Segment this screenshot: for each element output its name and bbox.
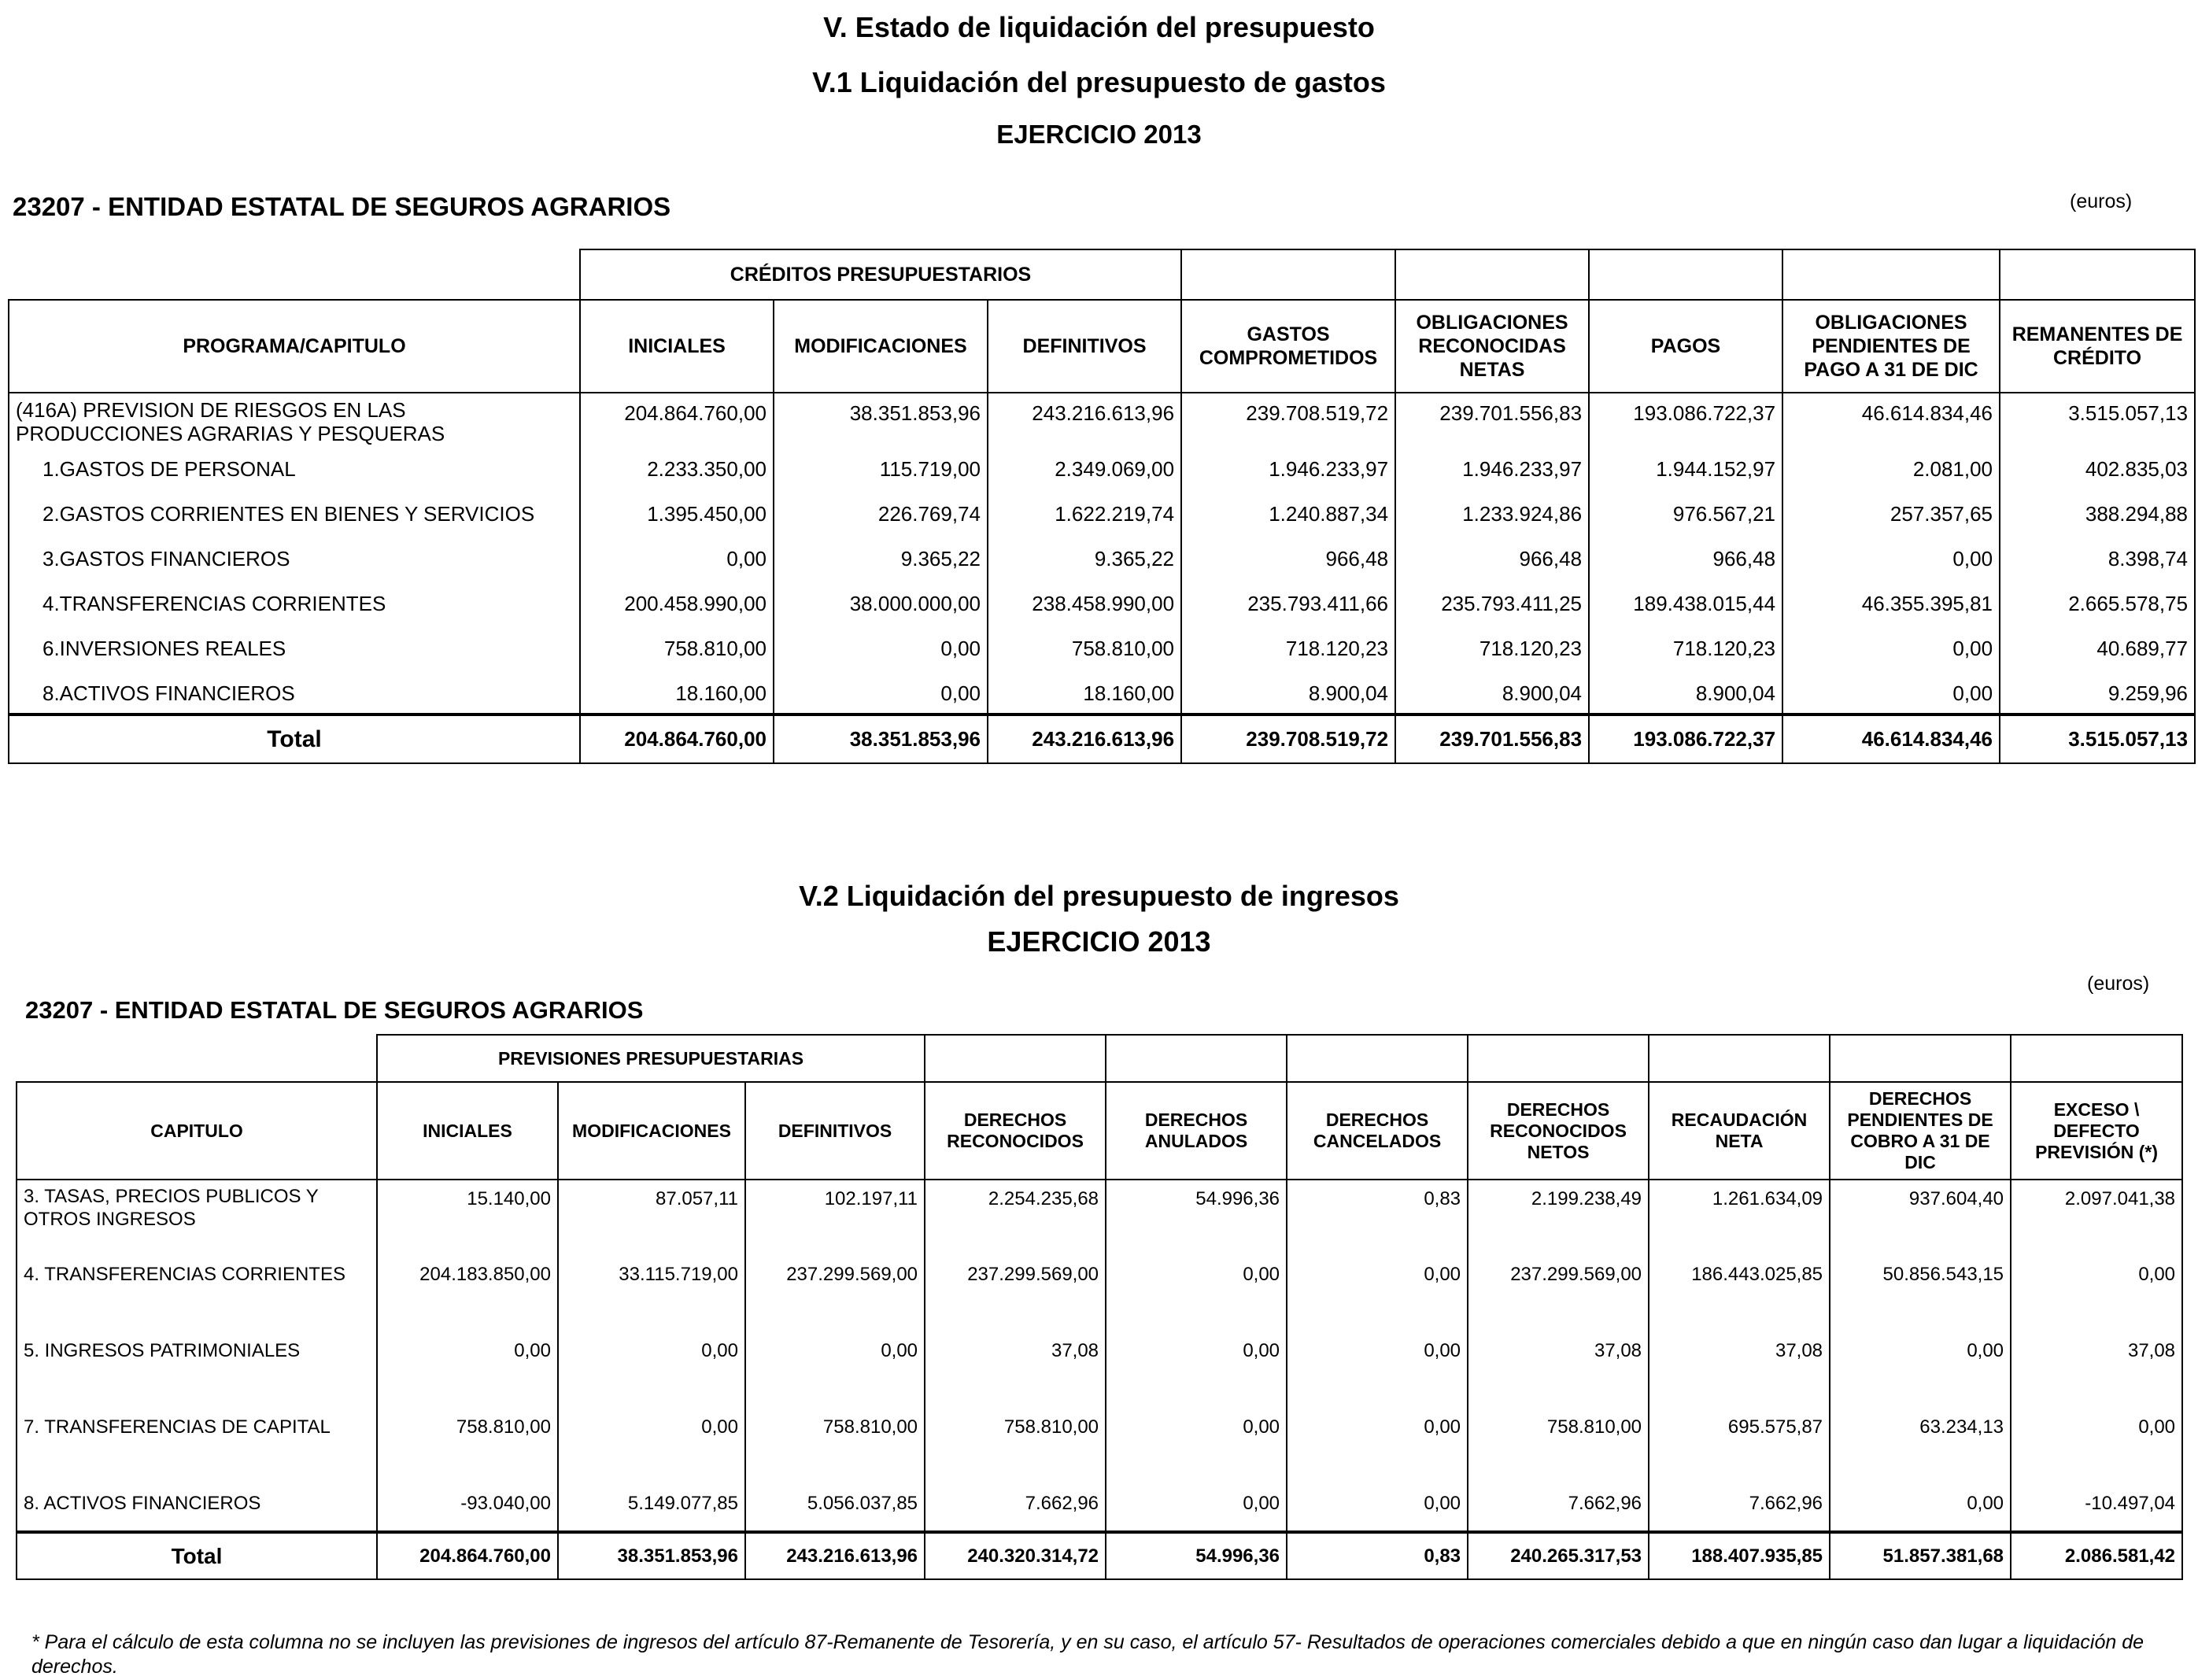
total-cell: 0,83 xyxy=(1287,1532,1468,1579)
cell: 5.149.077,85 xyxy=(558,1485,745,1532)
table-row xyxy=(9,629,2195,674)
cell: 38.000.000,00 xyxy=(774,584,988,629)
cell: 2.665.578,75 xyxy=(2000,584,2195,629)
cell: 2.349.069,00 xyxy=(988,449,1181,494)
cell: 1.240.887,34 xyxy=(1181,494,1395,539)
cell: 0,00 xyxy=(1287,1256,1468,1332)
cell: 0,00 xyxy=(558,1409,745,1485)
cell: 0,00 xyxy=(580,539,774,584)
total-cell: 243.216.613,96 xyxy=(745,1532,925,1579)
cell: 37,08 xyxy=(1649,1332,1830,1409)
total-cell: 239.701.556,83 xyxy=(1395,714,1589,763)
cell: 758.810,00 xyxy=(377,1409,558,1485)
cell: 63.234,13 xyxy=(1830,1409,2011,1485)
cell: 200.458.990,00 xyxy=(580,584,774,629)
cell: 8.398,74 xyxy=(2000,539,2195,584)
cell: 1.395.450,00 xyxy=(580,494,774,539)
cell: 758.810,00 xyxy=(580,629,774,674)
cell: 937.604,40 xyxy=(1830,1180,2011,1256)
cell: 8.900,04 xyxy=(1395,674,1589,714)
total-row xyxy=(9,714,2195,763)
cell: 1.944.152,97 xyxy=(1589,449,1782,494)
cell: 758.810,00 xyxy=(745,1409,925,1485)
cell: 226.769,74 xyxy=(774,494,988,539)
total-cell: 51.857.381,68 xyxy=(1830,1532,2011,1579)
col-derechos-netos: DERECHOS RECONOCIDOS NETOS xyxy=(1468,1082,1649,1180)
cell: 235.793.411,66 xyxy=(1181,584,1395,629)
row-label: 4. TRANSFERENCIAS CORRIENTES xyxy=(17,1256,377,1332)
cell: 0,00 xyxy=(774,674,988,714)
cell: 40.689,77 xyxy=(2000,629,2195,674)
cell: 37,08 xyxy=(925,1332,1106,1409)
total-cell: 54.996,36 xyxy=(1106,1532,1287,1579)
col-derechos-pendientes: DERECHOS PENDIENTES DE COBRO A 31 DE DIC xyxy=(1830,1082,2011,1180)
total-cell: 240.265.317,53 xyxy=(1468,1532,1649,1579)
cell: 976.567,21 xyxy=(1589,494,1782,539)
cell: 9.259,96 xyxy=(2000,674,2195,714)
cell: 1.946.233,97 xyxy=(1395,449,1589,494)
cell: 8.900,04 xyxy=(1181,674,1395,714)
col-iniciales: INICIALES xyxy=(377,1082,558,1180)
cell: -93.040,00 xyxy=(377,1485,558,1532)
col-obligaciones-netas: OBLIGACIONES RECONOCIDAS NETAS xyxy=(1395,300,1589,393)
cell: 237.299.569,00 xyxy=(925,1256,1106,1332)
cell: 2.097.041,38 xyxy=(2011,1180,2182,1256)
col-remanentes: REMANENTES DE CRÉDITO xyxy=(2000,300,2195,393)
cell: 0,00 xyxy=(377,1332,558,1409)
unidad-gastos: (euros) xyxy=(2070,190,2133,212)
cell: 115.719,00 xyxy=(774,449,988,494)
cell: 237.299.569,00 xyxy=(1468,1256,1649,1332)
cell: 243.216.613,96 xyxy=(988,393,1181,449)
cell: 237.299.569,00 xyxy=(745,1256,925,1332)
total-cell: 239.708.519,72 xyxy=(1181,714,1395,763)
cell: 0,00 xyxy=(2011,1256,2182,1332)
cell: 33.115.719,00 xyxy=(558,1256,745,1332)
ingresos-table xyxy=(16,1034,2183,1580)
cell: 37,08 xyxy=(1468,1332,1649,1409)
cell: 2.233.350,00 xyxy=(580,449,774,494)
cell: 54.996,36 xyxy=(1106,1180,1287,1256)
col-iniciales: INICIALES xyxy=(580,300,774,393)
cell: 2.254.235,68 xyxy=(925,1180,1106,1256)
cell: 87.057,11 xyxy=(558,1180,745,1256)
row-label: (416A) PREVISION DE RIESGOS EN LAS PRODUCCIONES AGRARIAS Y PESQUERAS xyxy=(9,393,580,449)
total-cell: 188.407.935,85 xyxy=(1649,1532,1830,1579)
cell: 239.701.556,83 xyxy=(1395,393,1589,449)
cell: 1.261.634,09 xyxy=(1649,1180,1830,1256)
col-pagos: PAGOS xyxy=(1589,300,1782,393)
row-label: 4.TRANSFERENCIAS CORRIENTES xyxy=(9,584,580,629)
cell: 7.662,96 xyxy=(1468,1485,1649,1532)
row-label: 8. ACTIVOS FINANCIEROS xyxy=(17,1485,377,1532)
gastos-group-header: CRÉDITOS PRESUPUESTARIOS xyxy=(580,249,1181,300)
cell: 0,83 xyxy=(1287,1180,1468,1256)
cell: 7.662,96 xyxy=(1649,1485,1830,1532)
row-label: 7. TRANSFERENCIAS DE CAPITAL xyxy=(17,1409,377,1485)
table-row xyxy=(9,539,2195,584)
cell: 0,00 xyxy=(1106,1409,1287,1485)
cell: 102.197,11 xyxy=(745,1180,925,1256)
total-cell: 3.515.057,13 xyxy=(2000,714,2195,763)
cell: 0,00 xyxy=(745,1332,925,1409)
ingresos-group-header: PREVISIONES PRESUPUESTARIAS xyxy=(377,1035,925,1082)
cell: 9.365,22 xyxy=(988,539,1181,584)
cell: 0,00 xyxy=(1830,1332,2011,1409)
ejercicio-ingresos: EJERCICIO 2013 xyxy=(987,925,1211,958)
cell: 0,00 xyxy=(1106,1332,1287,1409)
cell: 5.056.037,85 xyxy=(745,1485,925,1532)
cell: 2.199.238,49 xyxy=(1468,1180,1649,1256)
cell: 1.233.924,86 xyxy=(1395,494,1589,539)
col-modificaciones: MODIFICACIONES xyxy=(558,1082,745,1180)
col-capitulo: CAPITULO xyxy=(17,1082,377,1180)
cell: 966,48 xyxy=(1395,539,1589,584)
cell: 0,00 xyxy=(2011,1409,2182,1485)
total-cell: 46.614.834,46 xyxy=(1782,714,2000,763)
col-gastos-comprometidos: GASTOS COMPROMETIDOS xyxy=(1181,300,1395,393)
cell: 0,00 xyxy=(1782,539,2000,584)
total-label: Total xyxy=(9,714,580,763)
col-definitivos: DEFINITIVOS xyxy=(988,300,1181,393)
cell: 3.515.057,13 xyxy=(2000,393,2195,449)
cell: 388.294,88 xyxy=(2000,494,2195,539)
row-label: 3. TASAS, PRECIOS PUBLICOS Y OTROS INGRESOS xyxy=(17,1180,377,1256)
cell: 0,00 xyxy=(774,629,988,674)
cell: 0,00 xyxy=(1782,674,2000,714)
cell: 758.810,00 xyxy=(988,629,1181,674)
cell: 46.355.395,81 xyxy=(1782,584,2000,629)
entidad-ingresos: 23207 - ENTIDAD ESTATAL DE SEGUROS AGRARIOS xyxy=(25,996,644,1024)
table-row xyxy=(9,674,2195,714)
gastos-table xyxy=(8,249,2196,764)
section-title-gastos: V.1 Liquidación del presupuesto de gastos xyxy=(812,66,1386,98)
col-programa: PROGRAMA/CAPITULO xyxy=(9,300,580,393)
cell: 0,00 xyxy=(1106,1485,1287,1532)
section-title-ingresos: V.2 Liquidación del presupuesto de ingresos xyxy=(799,880,1399,912)
col-obligaciones-pendientes: OBLIGACIONES PENDIENTES DE PAGO A 31 DE DIC xyxy=(1782,300,2000,393)
cell: 718.120,23 xyxy=(1395,629,1589,674)
cell: 0,00 xyxy=(1830,1485,2011,1532)
unidad-ingresos: (euros) xyxy=(2087,973,2150,995)
cell: 402.835,03 xyxy=(2000,449,2195,494)
cell: 966,48 xyxy=(1589,539,1782,584)
cell: 186.443.025,85 xyxy=(1649,1256,1830,1332)
cell: 695.575,87 xyxy=(1649,1409,1830,1485)
row-label: 8.ACTIVOS FINANCIEROS xyxy=(9,674,580,714)
cell: 9.365,22 xyxy=(774,539,988,584)
row-label: 3.GASTOS FINANCIEROS xyxy=(9,539,580,584)
cell: 0,00 xyxy=(558,1332,745,1409)
cell: 7.662,96 xyxy=(925,1485,1106,1532)
table-row xyxy=(17,1180,2182,1256)
cell: 46.614.834,46 xyxy=(1782,393,2000,449)
table-row xyxy=(9,393,2195,449)
cell: 718.120,23 xyxy=(1589,629,1782,674)
cell: 204.183.850,00 xyxy=(377,1256,558,1332)
cell: 18.160,00 xyxy=(580,674,774,714)
cell: 15.140,00 xyxy=(377,1180,558,1256)
row-label: 5. INGRESOS PATRIMONIALES xyxy=(17,1332,377,1409)
row-label: 2.GASTOS CORRIENTES EN BIENES Y SERVICIOS xyxy=(9,494,580,539)
table-row xyxy=(9,494,2195,539)
ejercicio-gastos: EJERCICIO 2013 xyxy=(996,120,1202,149)
cell: 38.351.853,96 xyxy=(774,393,988,449)
table-row xyxy=(17,1256,2182,1332)
table-row xyxy=(9,449,2195,494)
cell: 0,00 xyxy=(1287,1332,1468,1409)
cell: 1.622.219,74 xyxy=(988,494,1181,539)
cell: 758.810,00 xyxy=(925,1409,1106,1485)
row-label: 1.GASTOS DE PERSONAL xyxy=(9,449,580,494)
col-modificaciones: MODIFICACIONES xyxy=(774,300,988,393)
cell: 50.856.543,15 xyxy=(1830,1256,2011,1332)
entidad-gastos: 23207 - ENTIDAD ESTATAL DE SEGUROS AGRARIOS xyxy=(13,192,671,221)
cell: 966,48 xyxy=(1181,539,1395,584)
cell: 718.120,23 xyxy=(1181,629,1395,674)
cell: 758.810,00 xyxy=(1468,1409,1649,1485)
cell: 239.708.519,72 xyxy=(1181,393,1395,449)
cell: 0,00 xyxy=(1782,629,2000,674)
row-label: 6.INVERSIONES REALES xyxy=(9,629,580,674)
col-recaudacion-neta: RECAUDACIÓN NETA xyxy=(1649,1082,1830,1180)
total-cell: 193.086.722,37 xyxy=(1589,714,1782,763)
cell: 0,00 xyxy=(1106,1256,1287,1332)
total-cell: 2.086.581,42 xyxy=(2011,1532,2182,1579)
cell: 2.081,00 xyxy=(1782,449,2000,494)
cell: 37,08 xyxy=(2011,1332,2182,1409)
table-row xyxy=(17,1409,2182,1485)
total-row xyxy=(17,1532,2182,1579)
page-title: V. Estado de liquidación del presupuesto xyxy=(823,11,1375,43)
cell: 18.160,00 xyxy=(988,674,1181,714)
total-label: Total xyxy=(17,1532,377,1579)
cell: 204.864.760,00 xyxy=(580,393,774,449)
cell: 0,00 xyxy=(1287,1409,1468,1485)
col-definitivos: DEFINITIVOS xyxy=(745,1082,925,1180)
cell: 8.900,04 xyxy=(1589,674,1782,714)
col-exceso-defecto: EXCESO \ DEFECTO PREVISIÓN (*) xyxy=(2011,1082,2182,1180)
total-cell: 38.351.853,96 xyxy=(558,1532,745,1579)
cell: 238.458.990,00 xyxy=(988,584,1181,629)
table-row xyxy=(17,1332,2182,1409)
cell: 0,00 xyxy=(1287,1485,1468,1532)
footnote: * Para el cálculo de esta columna no se incluyen las previsiones de ingresos del artículo 87-Remanente de Tesorería, y en su caso, el artículo 57- Resultados de operaciones comerciales debido a que en ningún caso dan lugar a liquidación de derechos. xyxy=(31,1631,2144,1678)
total-cell: 240.320.314,72 xyxy=(925,1532,1106,1579)
total-cell: 243.216.613,96 xyxy=(988,714,1181,763)
col-derechos-reconocidos: DERECHOS RECONOCIDOS xyxy=(925,1082,1106,1180)
cell: 235.793.411,25 xyxy=(1395,584,1589,629)
total-cell: 204.864.760,00 xyxy=(580,714,774,763)
cell: 189.438.015,44 xyxy=(1589,584,1782,629)
cell: -10.497,04 xyxy=(2011,1485,2182,1532)
cell: 193.086.722,37 xyxy=(1589,393,1782,449)
cell: 1.946.233,97 xyxy=(1181,449,1395,494)
total-cell: 38.351.853,96 xyxy=(774,714,988,763)
total-cell: 204.864.760,00 xyxy=(377,1532,558,1579)
col-derechos-cancelados: DERECHOS CANCELADOS xyxy=(1287,1082,1468,1180)
table-row xyxy=(9,584,2195,629)
col-derechos-anulados: DERECHOS ANULADOS xyxy=(1106,1082,1287,1180)
cell: 257.357,65 xyxy=(1782,494,2000,539)
table-row xyxy=(17,1485,2182,1532)
